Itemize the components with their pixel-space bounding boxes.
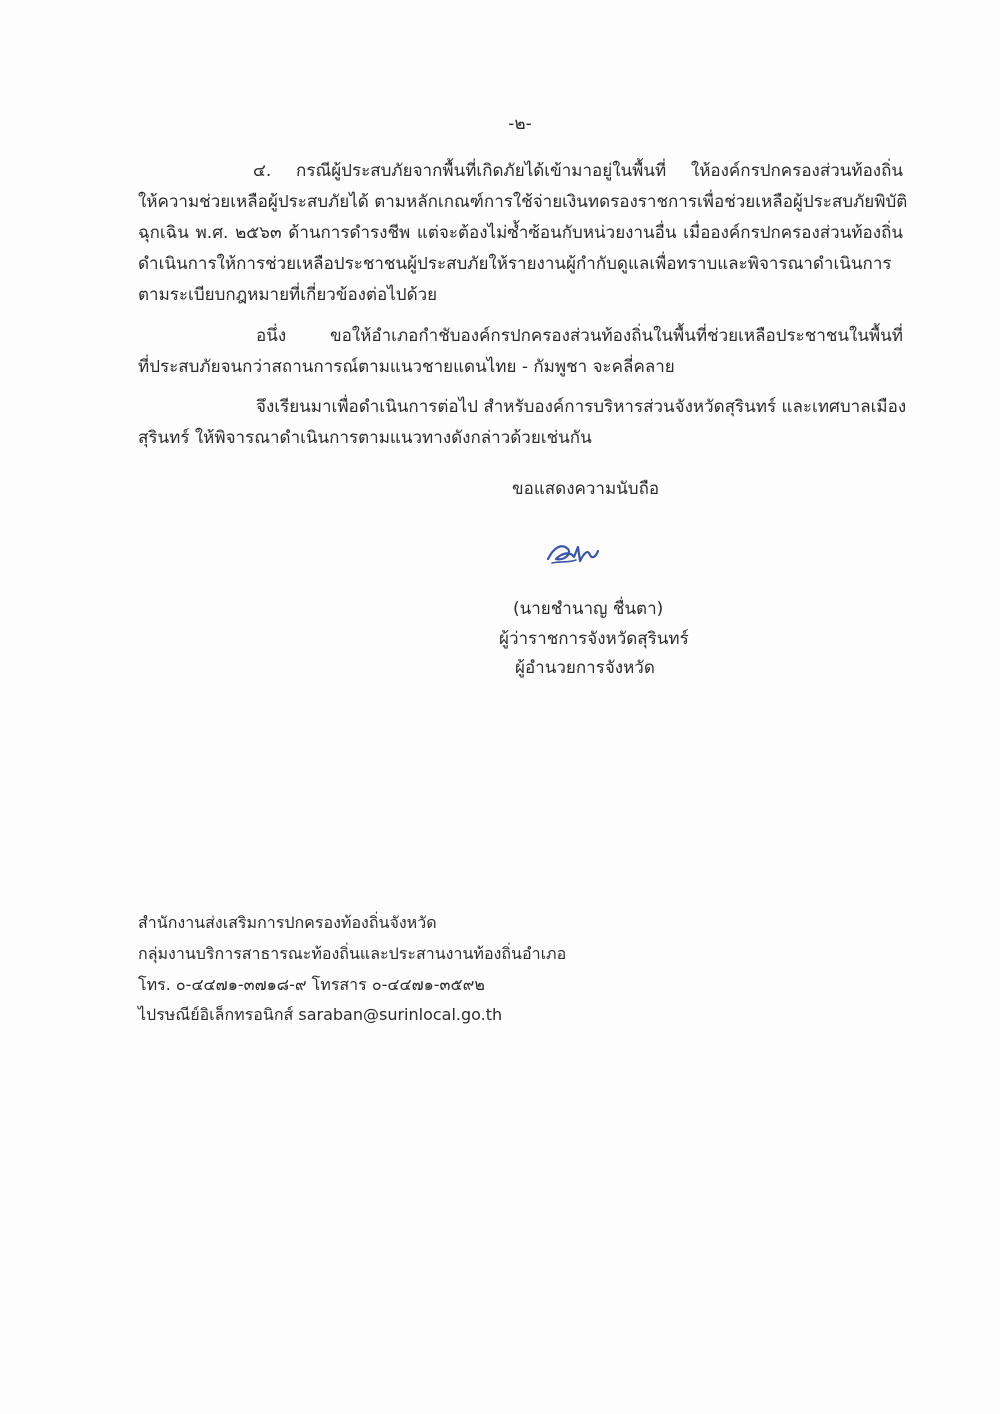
footer-office: สำนักงานส่งเสริมการปกครองท้องถิ่นจังหวัด — [138, 913, 437, 932]
footer-phone: โทร. ๐-๔๔๗๑-๓๗๑๘-๙ โทรสาร ๐-๔๔๗๑-๓๕๙๒ — [138, 975, 485, 994]
closing-salutation: ขอแสดงความนับถือ — [512, 479, 660, 499]
paragraph-1-line-2: ให้ความช่วยเหลือผู้ประสบภัยได้ ตามหลักเกณฑ์การใช้จ่ายเงินทดรองราชการเพื่อช่วยเหลือผู้ประสบภัยพิบัติ — [138, 192, 908, 212]
signatory-position-director: ผู้อำนวยการจังหวัด — [515, 658, 655, 678]
paragraph-1-line-5: ตามระเบียบกฎหมายที่เกี่ยวข้องต่อไปด้วย — [138, 285, 438, 305]
paragraph-1-line-1: ๔. กรณีผู้ประสบภัยจากพื้นที่เกิดภัยได้เข้ามาอยู่ในพื้นที่ ให้องค์กรปกครองส่วนท้องถิ่น — [253, 161, 903, 181]
paragraph-1-line-3: ฉุกเฉิน พ.ศ. ๒๕๖๓ ด้านการดำรงชีพ แต่จะต้องไม่ซ้ำซ้อนกับหน่วยงานอื่น เมื่อองค์กรปกครองส่วนท้องถิ่น — [138, 223, 903, 243]
signatory-name: (นายชำนาญ ชื่นตา) — [513, 599, 664, 619]
signature-mark — [540, 537, 600, 571]
paragraph-3-line-2: สุรินทร์ ให้พิจารณาดำเนินการตามแนวทางดังกล่าวด้วยเช่นกัน — [138, 428, 592, 448]
page-number: -๒- — [508, 114, 532, 134]
footer-email: ไปรษณีย์อิเล็กทรอนิกส์ saraban@surinlocal.go.th — [138, 1005, 503, 1024]
paragraph-2-line-2: ที่ประสบภัยจนกว่าสถานการณ์ตามแนวชายแดนไทย - กัมพูชา จะคลี่คลาย — [138, 357, 675, 377]
paragraph-1-line-4: ดำเนินการให้การช่วยเหลือประชาชนผู้ประสบภัยให้รายงานผู้กำกับดูแลเพื่อทราบและพิจารณาดำเนินการ — [138, 254, 892, 274]
footer-division: กลุ่มงานบริการสาธารณะท้องถิ่นและประสานงานท้องถิ่นอำเภอ — [138, 944, 567, 963]
paragraph-2-line-1: อนึ่ง ขอให้อำเภอกำชับองค์กรปกครองส่วนท้องถิ่นในพื้นที่ช่วยเหลือประชาชนในพื้นที่ — [256, 326, 903, 346]
signatory-position-governor: ผู้ว่าราชการจังหวัดสุรินทร์ — [499, 629, 689, 649]
paragraph-3-line-1: จึงเรียนมาเพื่อดำเนินการต่อไป สำหรับองค์การบริหารส่วนจังหวัดสุรินทร์ และเทศบาลเมือง — [256, 397, 907, 417]
